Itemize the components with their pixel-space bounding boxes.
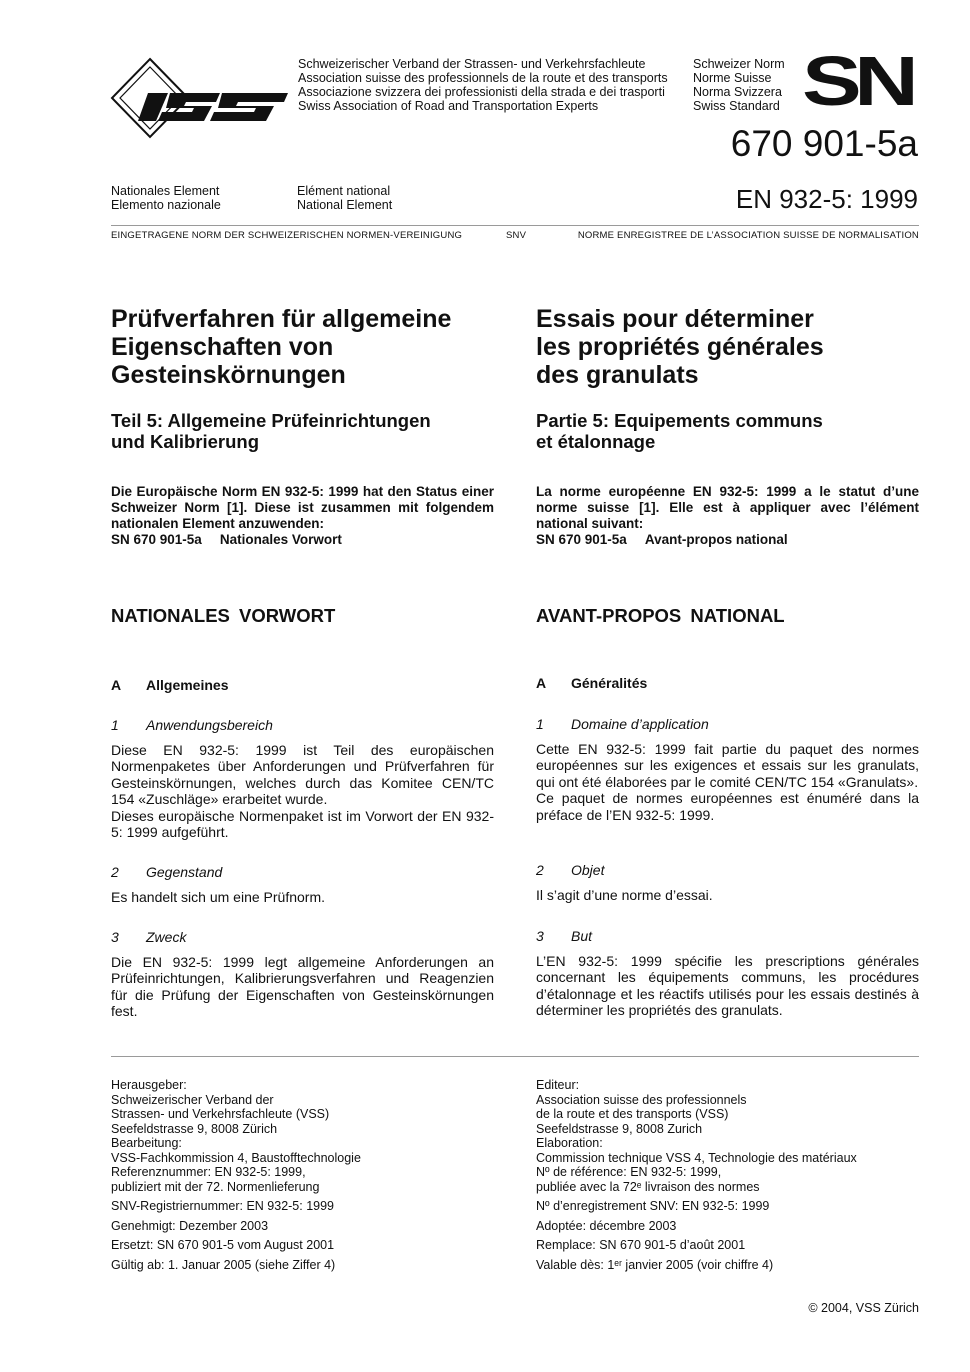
title-de-line: Gesteinskörnungen [111, 361, 346, 389]
item-fr-1-para: Cette EN 932-5: 1999 fait partie du paquet des normes européennes sur les exigences et essais sur les granulats, qui ont été élaborées par le comité CEN/TC 154 «Granulats». [536, 741, 919, 790]
item-de-1-para: Dieses europäische Normenpaket ist im Vorwort der EN 932-5: 1999 aufgeführt. [111, 807, 494, 841]
status-de [111, 484, 494, 548]
registry-right: NORME ENREGISTREE DE L’ASSOCIATION SUISSE DE NORMALISATION [577, 230, 919, 241]
status-de-ref-code: SN 670 901-5a [111, 532, 202, 547]
subtitle-fr-line: Partie 5: Equipements communs [536, 410, 823, 431]
footer-fr-address: Seefeldstrasse 9, 8008 Zurich [536, 1121, 703, 1136]
element-label-de-line: Nationales Element [111, 184, 220, 198]
norm-labels [693, 57, 803, 113]
subsection-de-title: Allgemeines [146, 677, 229, 693]
title-fr-line: des granulats [536, 361, 699, 389]
title-fr-line: les propriétés générales [536, 333, 824, 361]
item-fr-1-heading [536, 716, 709, 732]
item-fr-2-text: Il s’agit d’une norme d’essai. [536, 887, 713, 903]
subtitle-de [111, 410, 501, 452]
norm-label-fr: Norme Suisse [693, 71, 772, 85]
subtitle-de-line: und Kalibrierung [111, 431, 259, 452]
norm-label-de: Schweizer Norm [693, 57, 785, 71]
item-de-1-title: Anwendungsbereich [146, 717, 273, 733]
item-fr-1-text [536, 741, 919, 823]
norm-label-it: Norma Svizzera [693, 85, 782, 99]
footer-de-publisher-label: Herausgeber: [111, 1078, 187, 1092]
org-names [298, 57, 688, 113]
subsection-de [111, 677, 228, 693]
footer-fr-reference: publiée avec la 72ᵉ livraison des normes [536, 1179, 760, 1194]
footer-de-editing: VSS-Fachkommission 4, Baustofftechnologie [111, 1150, 361, 1165]
item-de-3-title: Zweck [146, 929, 187, 945]
title-de [111, 305, 501, 389]
status-de-ref-name: Nationales Vorwort [219, 532, 342, 547]
element-label-de [111, 184, 221, 212]
title-de-line: Eigenschaften von [111, 333, 334, 361]
status-fr-ref-name: Avant-propos national [644, 532, 788, 547]
sn-logo: SN [802, 42, 912, 120]
item-fr-3-title: But [571, 928, 593, 944]
header-divider [111, 225, 919, 226]
subsection-fr-title: Généralités [571, 675, 648, 691]
footer-de-editing-label: Bearbeitung: [111, 1136, 182, 1150]
subtitle-de-line: Teil 5: Allgemeine Prüfeinrichtungen [111, 410, 431, 431]
status-fr-ref [536, 532, 919, 548]
element-label-it-line: Elemento nazionale [111, 198, 221, 212]
footer-de-address: Seefeldstrasse 9, 8008 Zürich [111, 1121, 278, 1136]
footer-de-approved: Genehmigt: Dezember 2003 [111, 1218, 269, 1233]
footer-fr-valid: Valable dès: 1ᵉʳ janvier 2005 (voir chiffre 4) [536, 1257, 774, 1272]
section-title-fr: AVANT-PROPOS NATIONAL [536, 605, 785, 626]
item-de-1-para: Diese EN 932-5: 1999 ist Teil des europäischen Normenpaketes über Anforderungen und Prüfverfahren für Gesteinskörnungen, welches durch das Komitee CEN/TC 154 «Zuschläge» erarbeitet wurde. [111, 742, 494, 808]
item-de-2-heading [111, 864, 222, 880]
item-fr-3-heading [536, 928, 592, 944]
footer-de-replaces: Ersetzt: SN 670 901-5 vom August 2001 [111, 1238, 335, 1252]
status-fr [536, 484, 919, 548]
en-reference: EN 932-5: 1999 [735, 184, 918, 214]
footer-fr [536, 1078, 926, 1272]
title-fr-line: Essais pour déterminer [536, 305, 814, 333]
copyright: © 2004, VSS Zürich [808, 1301, 919, 1315]
item-de-3-text: Die EN 932-5: 1999 legt allgemeine Anforderungen an Prüfeinrichtungen, Kalibrierungsverfahren und Reagenzien für die Prüfung der Eigenschaften von Gesteinskörnungen fest. [111, 954, 494, 1020]
footer-de-valid: Gültig ab: 1. Januar 2005 (siehe Ziffer 4) [111, 1257, 336, 1272]
footer-de-publisher: Schweizerischer Verband der [111, 1092, 274, 1107]
item-fr-1-title: Domaine d’application [571, 716, 709, 732]
subsection-fr-letter: A [536, 675, 547, 691]
vss-logo-icon [108, 55, 292, 139]
item-fr-3-text: L’EN 932-5: 1999 spécifie les prescriptions générales concernant les équipements communs, les procédures d’étalonnage et les réactifs utilisés pour les essais destinés à déterminer les propriétés des granulats. [536, 953, 919, 1019]
status-fr-ref-code: SN 670 901-5a [536, 532, 627, 547]
subtitle-fr-line: et étalonnage [536, 431, 656, 452]
status-de-ref [111, 532, 494, 548]
footer-de-publisher: Strassen- und Verkehrsfachleute (VSS) [111, 1107, 330, 1121]
footer-divider [111, 1056, 919, 1057]
org-name-fr: Association suisse des professionnels de la route et des transports [298, 71, 668, 85]
standard-number: 670 901-5a [730, 123, 918, 164]
org-name-en: Swiss Association of Road and Transportation Experts [298, 99, 599, 113]
item-de-2-title: Gegenstand [146, 864, 223, 880]
item-de-3-num: 3 [111, 929, 119, 945]
item-fr-1-para: Ce paquet de normes européennes est énuméré dans la préface de l’EN 932-5: 1999. [536, 790, 919, 823]
footer-fr-publisher: Association suisse des professionnels [536, 1092, 747, 1107]
footer-fr-publisher-label: Editeur: [536, 1078, 580, 1092]
footer-fr-replaces: Remplace: SN 670 901-5 d’août 2001 [536, 1238, 746, 1252]
footer-fr-editing: Commission technique VSS 4, Technologie des matériaux [536, 1150, 857, 1165]
footer-fr-publisher: de la route et des transports (VSS) [536, 1107, 729, 1121]
norm-label-en: Swiss Standard [693, 99, 780, 113]
footer-fr-approved: Adoptée: décembre 2003 [536, 1218, 677, 1233]
registry-mid: SNV [506, 230, 527, 241]
item-de-2-num: 2 [111, 864, 119, 880]
subsection-fr [536, 675, 647, 691]
section-title-de: NATIONALES VORWORT [111, 605, 336, 626]
subsection-de-letter: A [111, 677, 122, 693]
item-fr-2-heading [536, 862, 604, 878]
org-name-it: Associazione svizzera dei professionisti della strada e dei trasporti [298, 85, 665, 99]
item-de-2-text: Es handelt sich um eine Prüfnorm. [111, 889, 325, 905]
item-de-1-num: 1 [111, 717, 119, 733]
vss-logo-text: VSS [168, 135, 171, 136]
item-fr-2-num: 2 [536, 862, 544, 878]
item-de-1-heading [111, 717, 273, 733]
org-name-de: Schweizerischer Verband der Strassen- und Verkehrsfachleute [298, 57, 646, 71]
element-label-fr-line: Elément national [297, 184, 391, 198]
title-fr [536, 305, 926, 389]
item-fr-1-num: 1 [536, 716, 544, 732]
element-label-fr [297, 184, 392, 212]
vss-logo [108, 55, 292, 139]
footer-de-reference: Referenznummer: EN 932-5: 1999, [111, 1165, 306, 1179]
item-de-3-heading [111, 929, 186, 945]
footer-de-registration: SNV-Registriernummer: EN 932-5: 1999 [111, 1199, 335, 1213]
registry-left: EINGETRAGENE NORM DER SCHWEIZERISCHEN NORMEN-VEREINIGUNG [111, 230, 463, 241]
title-de-line: Prüfverfahren für allgemeine [111, 305, 452, 333]
status-de-text: Die Europäische Norm EN 932-5: 1999 hat den Status einer Schweizer Norm [1]. Diese ist zusammen mit folgendem nationalen Element anzuwenden: [111, 484, 494, 531]
element-label-en-line: National Element [297, 198, 393, 212]
subtitle-fr [536, 410, 926, 452]
footer-fr-reference: Nº de référence: EN 932-5: 1999, [536, 1165, 722, 1179]
footer-de-reference: publiziert mit der 72. Normenlieferung [111, 1179, 320, 1194]
item-fr-2-title: Objet [571, 862, 605, 878]
footer-fr-editing-label: Elaboration: [536, 1136, 603, 1150]
footer-de [111, 1078, 511, 1272]
footer-fr-registration: Nº d’enregistrement SNV: EN 932-5: 1999 [536, 1199, 770, 1213]
status-fr-text: La norme européenne EN 932-5: 1999 a le statut d’une norme suisse [1]. Elle est à appliquer avec l’élément national suivant: [536, 484, 919, 531]
item-de-1-text [111, 742, 494, 840]
item-fr-3-num: 3 [536, 928, 544, 944]
